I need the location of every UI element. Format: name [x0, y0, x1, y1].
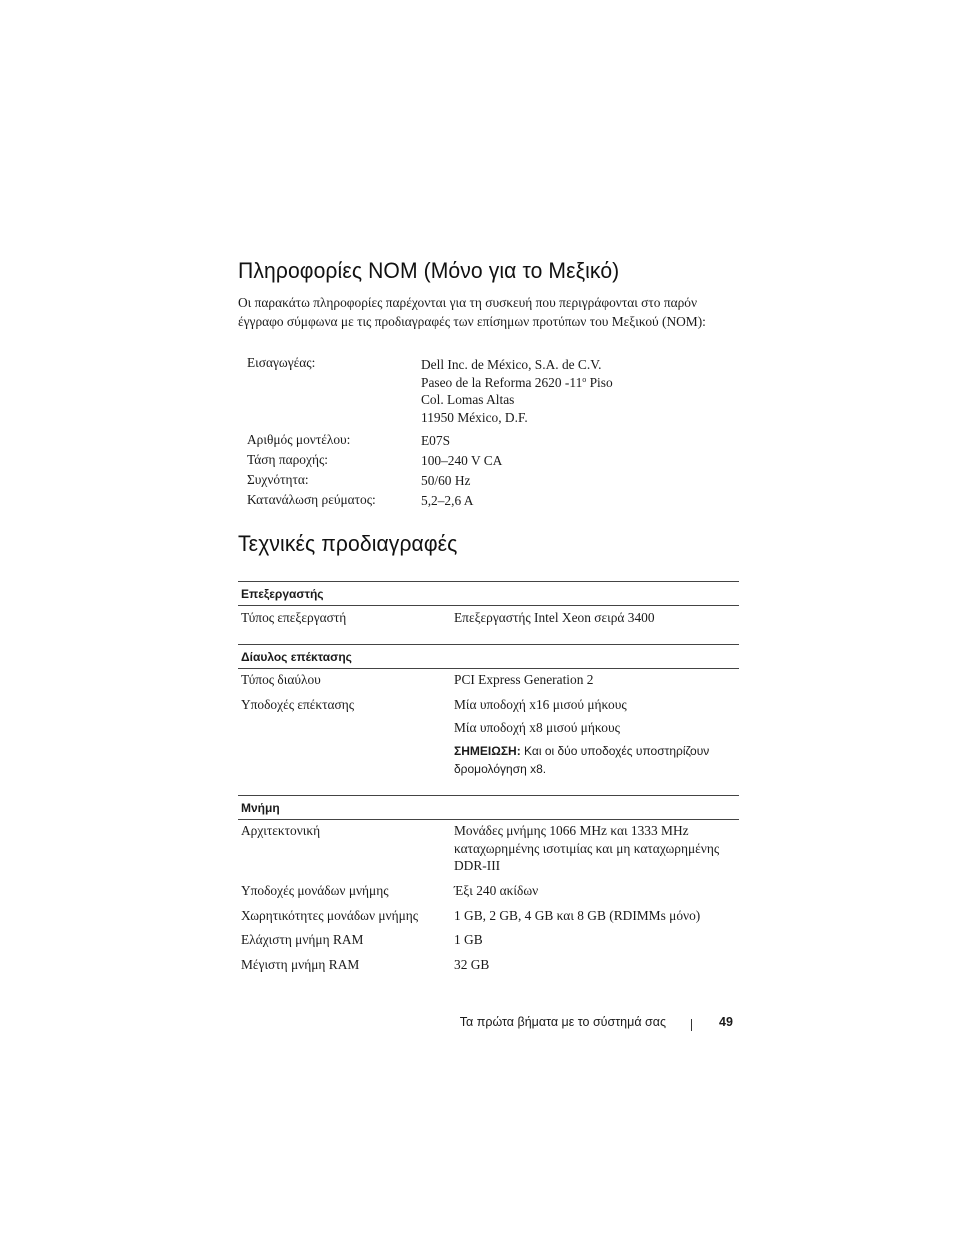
processor-type-label: Τύπος επεξεργαστή: [241, 610, 347, 625]
note-text: Και οι δύο υποδοχές υποστηρίζουν: [520, 744, 710, 758]
spec-section-title: Τεχνικές προδιαγραφές: [238, 531, 458, 556]
processor-type-value: Επεξεργαστής Intel Xeon σειρά 3400: [454, 610, 655, 625]
note-text-continued: δρομολόγηση x8.: [454, 761, 547, 776]
nom-intro-paragraph: [238, 294, 748, 331]
note-label: ΣΗΜΕΙΩΣΗ:: [454, 744, 521, 758]
memory-slots-label: Υποδοχές μονάδων μνήμης: [241, 883, 389, 898]
max-ram-value: 32 GB: [454, 957, 490, 972]
bus-type-value: PCI Express Generation 2: [454, 672, 594, 687]
memory-slots-value: Έξι 240 ακίδων: [454, 883, 539, 898]
bus-type-label: Τύπος διαύλου: [241, 672, 321, 687]
importer-address: [421, 356, 613, 426]
model-number-label: Αριθμός μοντέλου:: [247, 432, 351, 447]
expansion-slots-label: Υποδοχές επέκτασης: [241, 697, 355, 712]
current-consumption-label: Κατανάλωση ρεύματος:: [247, 492, 376, 507]
memory-header-text: Μνήμη: [241, 801, 280, 815]
expansion-bus-header-text: Δίαυλος επέκτασης: [241, 650, 352, 664]
arch-line: Μονάδες μνήμης 1066 MHz και 1333 MHz: [454, 823, 689, 838]
floor-superscript: o: [582, 374, 587, 384]
memory-capacities-label: Χωρητικότητες μονάδων μνήμης: [241, 908, 419, 923]
address-line: 11950 México, D.F.: [421, 409, 528, 425]
arch-line: DDR-III: [454, 858, 501, 873]
processor-header-text: Επεξεργαστής: [241, 587, 324, 601]
model-number-value: E07S: [421, 433, 451, 448]
footer-separator: [691, 1019, 692, 1031]
supply-voltage-label: Τάση παροχής:: [247, 452, 328, 467]
max-ram-label: Μέγιστη μνήμη RAM: [241, 957, 360, 972]
current-consumption-value: 5,2–2,6 A: [421, 493, 474, 508]
nom-section-title: Πληροφορίες NOM (Μόνο για το Μεξικό): [238, 258, 620, 283]
min-ram-label: Ελάχιστη μνήμη RAM: [241, 932, 364, 947]
expansion-note: [454, 743, 744, 778]
page-footer: [0, 1015, 954, 1035]
memory-header: [238, 795, 739, 820]
frequency-value: 50/60 Hz: [421, 473, 471, 488]
arch-line: καταχωρημένης ισοτιμίας και μη καταχωρημένης: [454, 840, 720, 856]
address-line: Paseo de la Reforma 2620 -11$^o$ Piso: [421, 374, 613, 390]
memory-capacities-value: 1 GB, 2 GB, 4 GB και 8 GB (RDIMMs μόνο): [454, 908, 701, 923]
expansion-slot-2: Μία υποδοχή x8 μισού μήκους: [454, 720, 620, 735]
supply-voltage-value: 100–240 V CA: [421, 453, 503, 468]
page-number: 49: [719, 1015, 733, 1029]
address-line: Col. Lomas Altas: [421, 392, 515, 407]
min-ram-value: 1 GB: [454, 932, 483, 947]
frequency-label: Συχνότητα:: [247, 472, 309, 487]
processor-header: [238, 581, 739, 606]
memory-architecture-value: [454, 822, 719, 875]
importer-label: Εισαγωγέας:: [247, 355, 316, 370]
expansion-bus-header: [238, 644, 739, 669]
memory-architecture-label: Αρχιτεκτονική: [241, 823, 321, 838]
intro-line: Οι παρακάτω πληροφορίες παρέχονται για τη συσκευή που περιγράφονται στο παρόν: [238, 295, 698, 310]
footer-chapter-title: Τα πρώτα βήματα με το σύστημά σας: [459, 1015, 666, 1029]
expansion-slot-1: Μία υποδοχή x16 μισού μήκους: [454, 697, 627, 712]
address-line: Dell Inc. de México, S.A. de C.V.: [421, 357, 602, 372]
intro-line: έγγραφο σύμφωνα με τις προδιαγραφές των επίσημων προτύπων του Μεξικού (NOM):: [238, 313, 706, 329]
